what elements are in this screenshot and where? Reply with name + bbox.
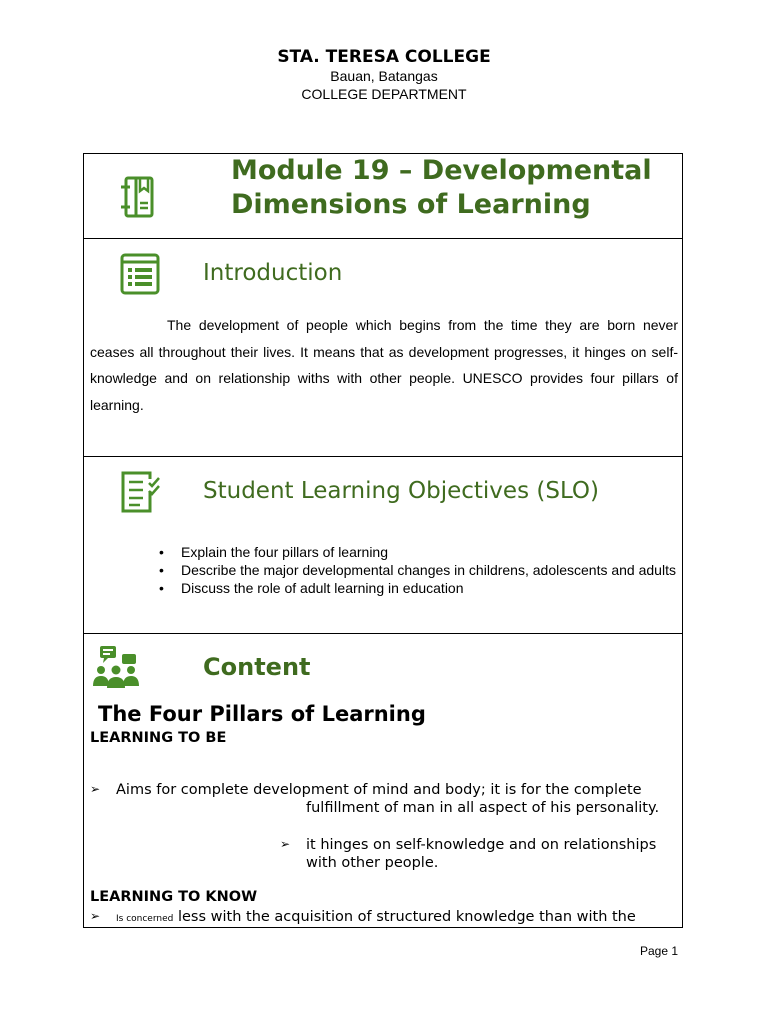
college-department: COLLEGE DEPARTMENT [301, 86, 467, 102]
module-title: Module 19 – Developmental Dimensions of Learning [231, 155, 652, 220]
page-number: Page 1 [640, 944, 679, 958]
introduction-section [83, 238, 683, 457]
introduction-heading: Introduction [203, 260, 343, 286]
learning-to-be-label: LEARNING TO BE [90, 730, 227, 746]
content-heading: Content [203, 653, 311, 681]
college-name: STA. TERESA COLLEGE [277, 47, 491, 67]
checklist-icon [120, 469, 162, 515]
list-document-icon [120, 253, 160, 295]
four-pillars-heading: The Four Pillars of Learning [98, 702, 426, 726]
arrow-bullet-icon: ➢ [280, 837, 291, 851]
slo-list [179, 543, 681, 597]
list-item: • Explain the four pillars of learning [181, 543, 681, 561]
slo-heading: Student Learning Objectives (SLO) [203, 478, 600, 504]
arrow-bullet-icon: ➢ [90, 909, 101, 923]
learning-to-be-point-2: it hinges on self-knowledge and on relationships with other people. [306, 837, 657, 871]
module-title-section [83, 153, 683, 239]
content-section [83, 633, 683, 928]
introduction-paragraph: The development of people which begins from the time they are born never ceases all throughout their lives. It means that as development progresses, it hinges on self-knowledge and on relationship withs with other people. UNESCO provides four pillars of learning. [90, 317, 678, 413]
learning-to-know-point-1: Is concerned less with the acquisition of structured knowledge than with the [116, 909, 636, 925]
learning-to-be-point-1: Aims for complete development of mind and body; it is for the complete fulfillment of man in all aspect of his personality. [116, 782, 660, 816]
group-discussion-icon [92, 644, 140, 692]
book-icon [120, 175, 158, 219]
list-item: • Discuss the role of adult learning in education [181, 579, 681, 597]
slo-section [83, 456, 683, 634]
list-item: • Describe the major developmental changes in childrens, adolescents and adults [181, 561, 681, 579]
learning-to-know-label: LEARNING TO KNOW [90, 889, 258, 905]
arrow-bullet-icon: ➢ [90, 782, 101, 796]
college-location: Bauan, Batangas [330, 68, 438, 84]
